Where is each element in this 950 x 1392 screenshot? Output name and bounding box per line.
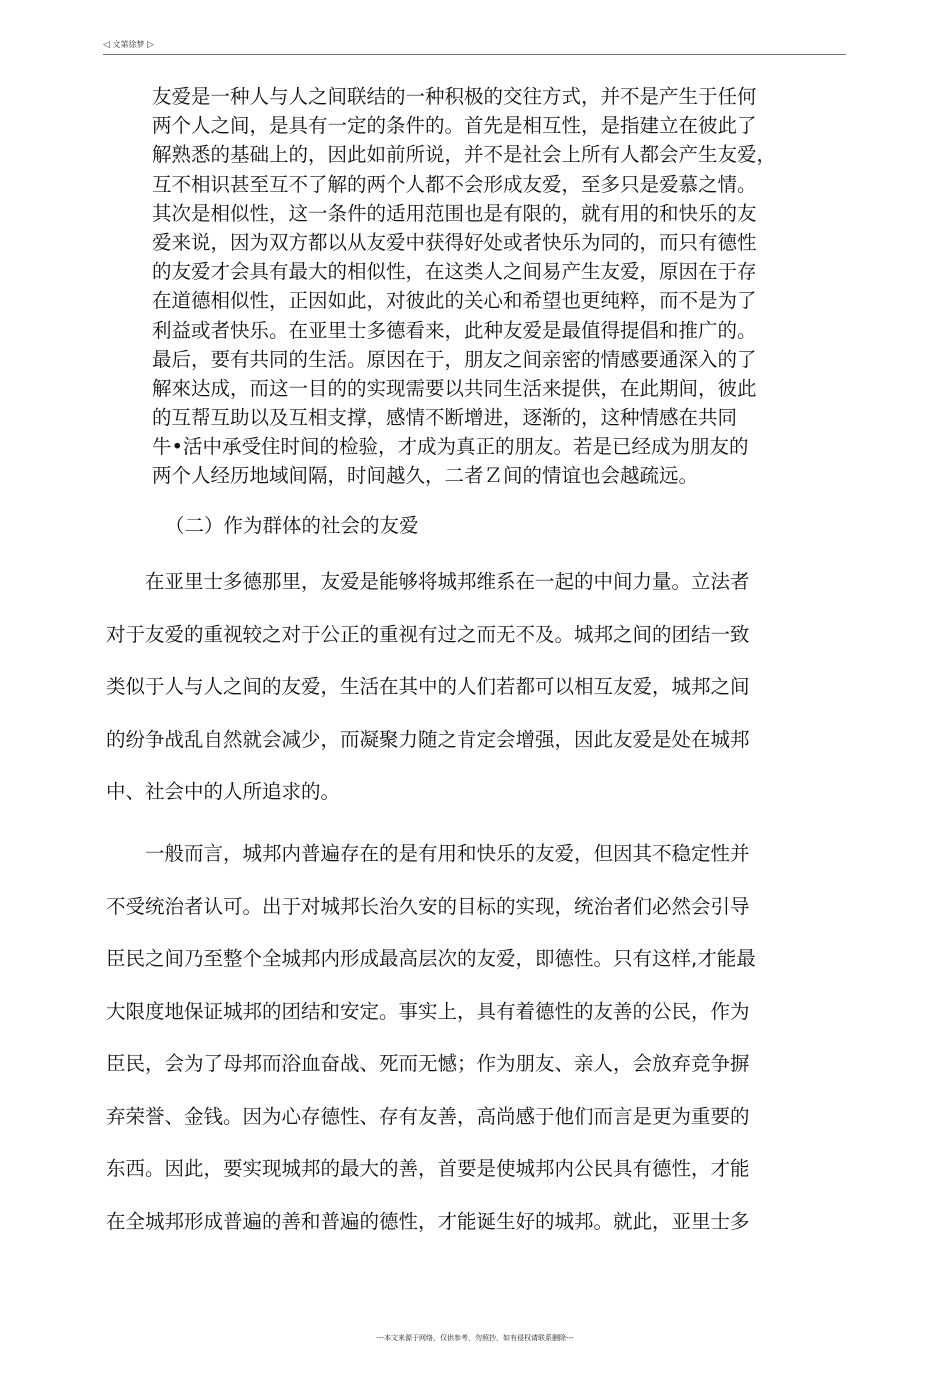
text-line: 最后，要有共同的生活。原因在于，朋友之间亲密的情感要通深入的了 [152,347,757,371]
text-line: 的互帮互助以及互相支撑，感情不断增进，逐渐的，这种情感在共同 [152,406,738,430]
text-line: 臣民，会为了母邦而浴血奋战、死而无憾；作为朋友、亲人，会放弃竞争摒 [106,1052,750,1075]
text-line: 类似于人与人之间的友爱，生活在其中的人们若都可以相互友爱，城邦之间 [106,675,750,699]
text-line: 在亚里士多德那里，友爱是能够将城邦维系在一起的中间力量。立法者 [106,570,750,593]
left-triangle-icon: ◁ [103,40,110,50]
header-title: 文第徐梦 [112,40,145,49]
text-line: 互不相识甚至互不了解的两个人都不会形成友爱，至多只是爱慕之情。 [152,172,757,196]
text-line: 其次是相似性，这一条件的适用范围也是有限的，就有用的和快乐的友 [152,201,757,225]
text-line: 不受统治者认可。出于对城邦长治久安的目标的实现，统治者们必然会引导 [106,894,750,918]
section-subheading: （二）作为群体的社会的友爱 [165,514,419,537]
text-line: 的纷争战乱自然就会减少，而凝聚力随之肯定会增强，因此友爱是处在城邦 [106,727,750,751]
paragraph-city-state-friendship [106,556,851,819]
paragraph-virtue-citizens [106,828,851,1248]
text-line: 的友爱才会具有最大的相似性，在这类人之间易产生友爱，原因在于存 [152,260,757,284]
text-line: 弃荣誉、金钱。因为心存德性、存有友善，高尚感于他们而言是更为重要的 [106,1104,750,1128]
text-line: 大限度地保证城邦的团结和安定。事实上，具有着德性的友善的公民，作为 [106,999,750,1023]
text-line: 一般而言，城邦内普遍存在的是有用和快乐的友爱，但因其不稳定性并 [106,842,750,865]
right-triangle-icon: ▷ [147,40,154,50]
text-line: 中、社会中的人所追求的。 [106,780,341,804]
text-line: 在道德相似性，正因如此，对彼此的关心和希望也更纯粹，而不是为了 [152,289,757,313]
text-line: 友爱是一种人与人之间联结的一种积极的交往方式，并不是产生于任何 [152,85,757,108]
text-line: 两个人经历地域间隔，时间越久，二者Ｚ间的情谊也会越疏远。 [152,464,699,488]
page-header [103,38,846,55]
text-line: 臣民之间乃至整个全城邦内形成最高层次的友爱，即德性。只有这样,才能最 [106,947,756,970]
text-line: 利益或者快乐。在亚里士多德看来，此种友爱是最值得提倡和推广的。 [152,318,757,342]
text-line: 解熟悉的基础上的，因此如前所说，并不是社会上所有人都会产生友爱， [152,143,777,167]
page-footer-disclaimer: ---本文来源于网络，仅供参考，勿照抄，如有侵权请联系删除--- [376,1334,574,1342]
text-line: 爱来说，因为双方都以从友爱中获得好处或者快乐为同的，而只有德性 [152,230,757,254]
text-line: 解來达成，而这一目的的实现需要以共同生活来提供，在此期间，彼此 [152,376,757,400]
text-line: 牛•活中承受住时间的检验，才成为真正的朋友。若是已经成为朋友的 [152,435,749,459]
text-line: 东西。因此，要实现城邦的最大的善，首要是使城邦内公民具有德性，才能 [106,1157,750,1180]
text-line: 两个人之间，是具有一定的条件的。首先是相互性，是指建立在彼此了 [152,114,757,138]
text-line: 对于友爱的重视较之对于公正的重视有过之而无不及。城邦之间的团结一致 [106,622,750,646]
text-line: 在全城邦形成普遍的善和普遍的德性，才能诞生好的城邦。就此，亚里士多 [106,1209,750,1233]
paragraph-friendship-conditions [152,82,852,491]
